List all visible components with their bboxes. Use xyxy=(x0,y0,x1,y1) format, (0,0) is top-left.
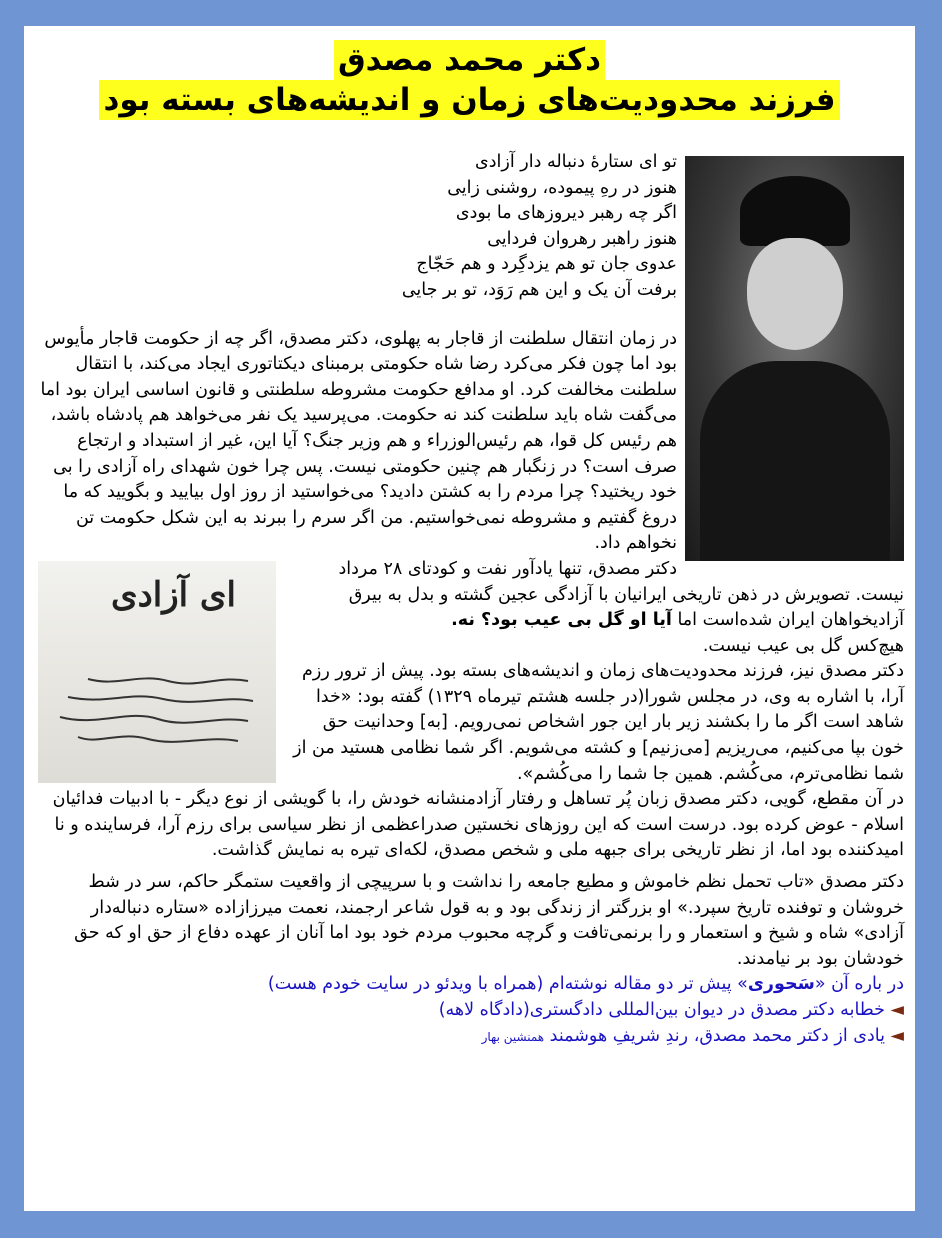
article-body xyxy=(38,150,904,1050)
sahouri-link[interactable]: سَحوری xyxy=(747,974,815,995)
bold-question: آیا او گل بی عیب بود؟ نه. xyxy=(451,610,672,631)
paragraph-3: دکتر مصدق نیز، فرزند محدودیت‌های زمان و اندیشه‌های بسته بود. پیش از ترور رزم آرا، با اشاره به وی، در مجلس شورا(در جلسه هشتم تیرماه ۱۳۲۹) گفته بود: «خدا شاهد است اگر ما را بکشند زیر بار این جور اشخاص نمی‌رویم. [به] وحدانیت حق خون بپا می‌کنیم، می‌ریزیم [می‌زنیم] و کشته می‌شویم. اگر شما نظامی هستید من از شما نظامی‌ترم، می‌کُشم. همین جا شما را می‌کُشم». xyxy=(293,661,904,784)
paragraph-2b: هیچ‌کس گل بی عیب نیست. xyxy=(702,635,904,656)
mossadegh-portrait-image xyxy=(685,156,904,561)
poem-line: هنوز در رهِ پیموده، روشنی زایی xyxy=(447,177,677,198)
poem-line: عدوی جان تو هم یزدگِرد و هم حَجّاج xyxy=(416,254,677,275)
remembrance-link[interactable]: یادی از دکتر محمد مصدق، رندِ شریفِ هوشمند xyxy=(549,1025,885,1046)
paragraph-2: دکتر مصدق، تنها یادآور نفت و کودتای ۲۸ مرداد نیست. تصویرش در ذهن تاریخی ایرانیان با آزادگی عجین گشته و بدل به بیرق آزادیخواهان ایران شده‌است اما آیا او گل بی عیب بود؟ نه. xyxy=(338,558,904,631)
handwriting-scribble xyxy=(48,671,258,751)
page-title-line2: فرزند محدودیت‌های زمان و اندیشه‌های بسته بود xyxy=(99,80,839,120)
poem-line: تو ای ستارهٔ دنباله دار آزادی xyxy=(475,152,677,172)
hague-speech-link[interactable]: خطابه دکتر مصدق در دیوان بین‌المللی دادگستری(دادگاه لاهه) xyxy=(438,1000,885,1020)
paragraph-5: دکتر مصدق «تاب تحمل نظم خاموش و مطیع جامعه را نداشت و با سرپیچی از واقعیت ستمگر حاکم، سر در شط خروشان و توفنده تاریخ سپرد.» او بزرگتر از زندگی بود و به قول شاعر ارجمند، نعمت میرزازاده «ستاره دنباله‌دار آزادی» شاه و شیخ و استعمار و را برنمی‌تافت و گرچه محبوب مردم خود بود اما آنان از عهده دفاع از حق او که حق خودشان بود بر نیامدند. xyxy=(74,872,904,969)
paragraph-4: در آن مقطع، گویی، دکتر مصدق زبان پُر تساهل و رفتار آزادمنشانه خودش را، با گویشی از نوع دیگر - با ادبیات فدائیان اسلام - عوض کرده بود. درست است که این روزهای نخستین صدراعظمی از نظر سیاسی برای رزم آرا، فرساینده و نا امیدکننده بود اما، از نظر تاریخی برای جبهه ملی و شخص مصدق، لکه‌ای تیره به نمایش گذاشت. xyxy=(52,789,904,861)
azadi-handwriting-image xyxy=(38,561,276,783)
link-row-2 xyxy=(38,1024,904,1051)
arrow-icon: ◄ xyxy=(890,1000,904,1020)
arrow-icon: ◄ xyxy=(890,1025,904,1046)
links-intro: در باره آن «سَحوری» پیش تر دو مقاله نوشته‌ام (همراه با ویدئو در سایت خودم هست) xyxy=(267,974,904,995)
related-links xyxy=(38,972,904,1050)
poem-line: اگر چه رهبر دیروزهای ما بودی xyxy=(455,203,677,224)
link-row-1 xyxy=(38,998,904,1024)
author-credit: همنشین بهار xyxy=(481,1029,545,1044)
page-title-line1: دکتر محمد مصدق xyxy=(334,40,605,80)
poem-line: هنوز راهبر رهروان فردایی xyxy=(487,228,677,249)
title-block xyxy=(24,26,915,120)
poem-line: برفت آن یک و این هم رَوَد، تو بر جایی xyxy=(401,279,677,300)
article-page xyxy=(24,26,915,1211)
image-caption: ای آزادی xyxy=(111,574,236,615)
paragraph-1: در زمان انتقال سلطنت از قاجار به پهلوی، دکتر مصدق، اگر چه از حکومت قاجار مأیوس بود اما چون فکر می‌کرد رضا شاه حکومتی برمبنای دیکتاتوری ایجاد می‌کند، با انتقال سلطنت مخالفت کرد. او مدافع حکومت مشروطه سلطنتی و قانون اساسی ایران بود اما می‌گفت شاه باید سلطنت کند نه حکومت. می‌پرسید یک نفر می‌خواهد هم پادشاه باشد، هم رئیس کل قوا، هم رئیس‌الوزراء و هم وزیر جنگ؟ آیا این، غیر از استبداد و ارتجاع صرف است؟ در زنگبار هم چنین حکومتی نیست. پس چرا خون شهدای راه آزادی را بی خود ریختید؟ چرا مردم را به کشتن دادید؟ می‌خواستید از روز اول بیایید و بگویید که ما دروغ گفتیم و مشروطه نمی‌خواستیم. من اگر سرم را ببرند به این شکل حکومت تن نخواهم داد. xyxy=(40,328,677,554)
